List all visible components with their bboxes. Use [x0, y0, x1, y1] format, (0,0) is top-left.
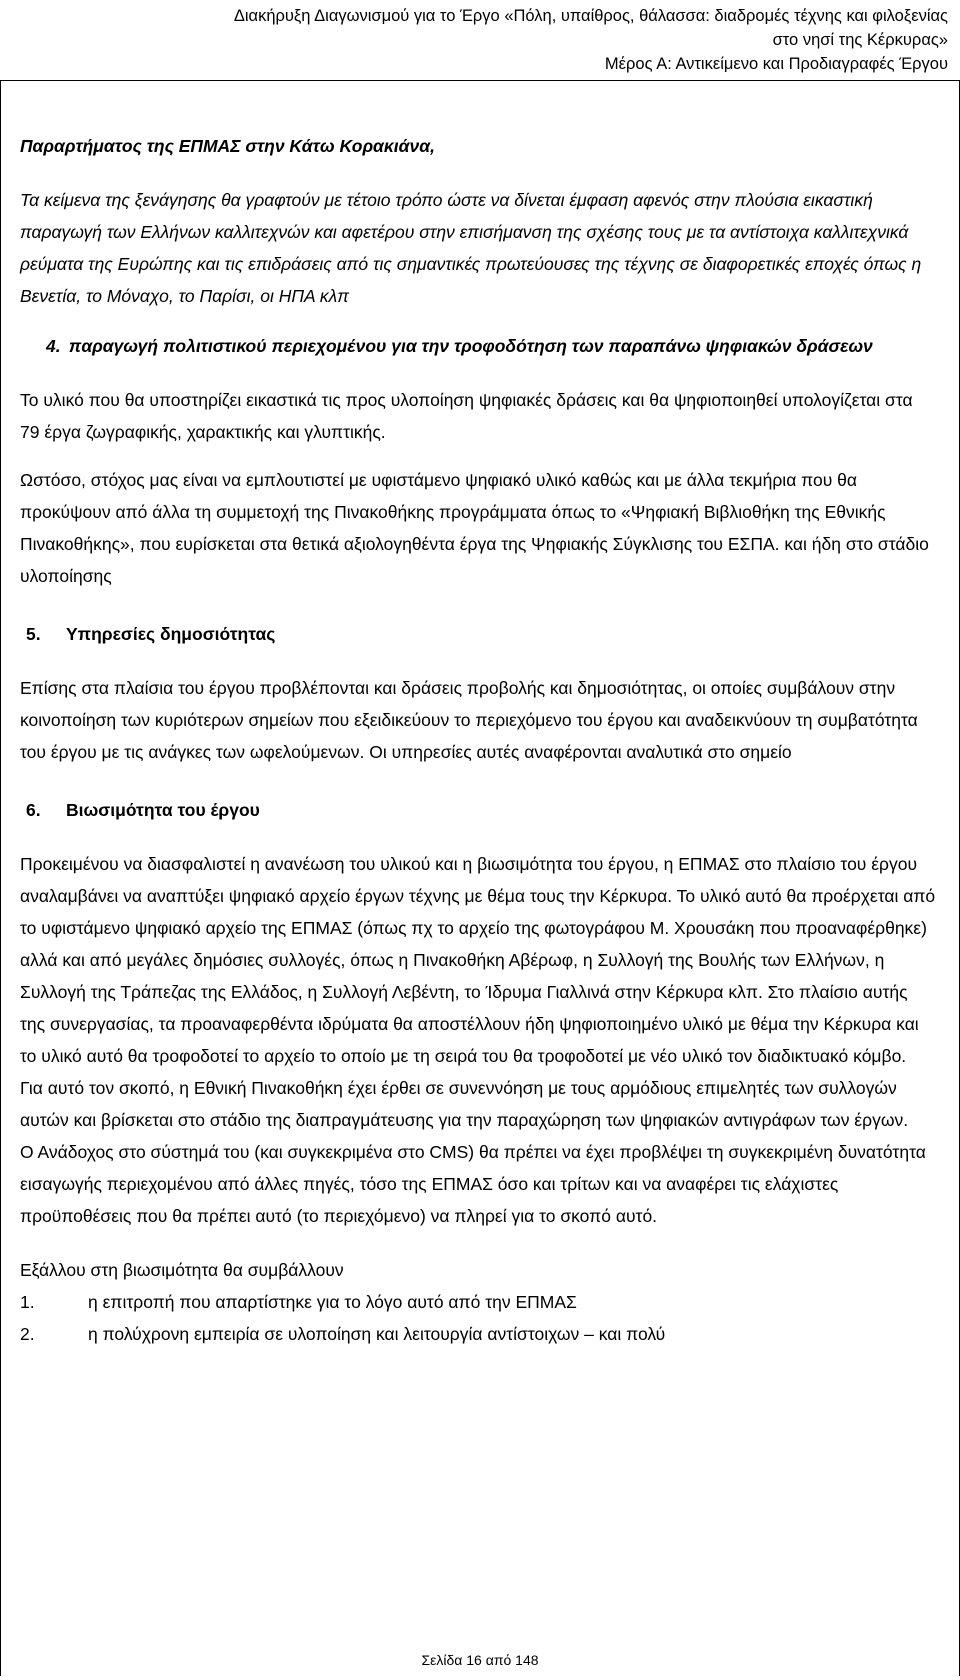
page-number: Σελίδα 16 από 148 [421, 1652, 539, 1668]
section-6-heading [20, 794, 936, 826]
header-line-3: Μέρος Α: Αντικείμενο και Προδιαγραφές Έργου [604, 55, 948, 73]
section-5-title: Υπηρεσίες δημοσιότητας [66, 624, 276, 644]
list-item [20, 1286, 936, 1318]
list-item-number: 2. [20, 1324, 35, 1344]
paragraph-publicity: Επίσης στα πλαίσια του έργου προβλέπονται και δράσεις προβολής και δημοσιότητας, οι οποίες συμβάλουν στην κοινοποίηση των κυριότερων σημείων που εξειδικεύουν το περιεχόμενο του έργου και αναδεικνύουν τη συμβατότητα του έργου με τις ανάγκες των ωφελούμενων. Οι υπηρεσίες αυτές αναφέρονται αναλυτικά στο σημείο [20, 678, 918, 762]
paragraph-sustainability: Προκειμένου να διασφαλιστεί η ανανέωση του υλικού και η βιωσιμότητα του έργου, η ΕΠΜΑΣ στο πλαίσιο του έργου αναλαμβάνει να αναπτύξει ψηφιακό αρχείο έργων τέχνης με θέμα τους την Κέρκυρα. Το υλικό αυτό θα προέρχεται από το υφιστάμενο ψηφιακό αρχείο της ΕΠΜΑΣ (όπως πχ το αρχείο της φωτογράφου Μ. Χρουσάκη που προαναφέρθηκε) αλλά και από μεγάλες δημόσιες συλλογές, όπως η Πινακοθήκη Αβέρωφ, η Συλλογή της Βουλής των Ελλήνων, η Συλλογή της Τράπεζας της Ελλάδος, η Συλλογή Λεβέντη, το Ίδρυμα Γιαλλινά στην Κέρκυρα κλπ. Στο πλαίσιο αυτής της συνεργασίας, τα προαναφερθέντα ιδρύματα θα αποστέλλουν ήδη ψηφιοποιημένο υλικό με θέμα την Κέρκυρα και το υλικό αυτό θα τροφοδοτεί το αρχείο το οποίο με τη σειρά του θα τροφοδοτεί με νέο υλικό τον διαδικτυακό κόμβο. [20, 854, 936, 1066]
paragraph-contributors-intro: Εξάλλου στη βιωσιμότητα θα συμβάλλουν [20, 1260, 344, 1280]
intro-paragraph: Τα κείμενα της ξενάγησης θα γραφτούν με τέτοιο τρόπο ώστε να δίνεται έμφαση αφενός στην πλούσια εικαστική παραγωγή των Ελλήνων καλλιτεχνών και αφετέρου στην επισήμανση της σχέσης τους με τα αντίστοιχα καλλιτεχνικά ρεύματα της Ευρώπης και τις επιδράσεις από τις σημαντικές πρωτεύουσες της τέχνης σε διαφορετικές εποχές όπως η Βενετία, το Μόναχο, το Παρίσι, οι ΗΠΑ κλπ [20, 190, 922, 306]
paragraph-purpose: Για αυτό τον σκοπό, η Εθνική Πινακοθήκη έχει έρθει σε συνεννόηση με τους αρμόδιους επιμελητές των συλλογών αυτών και βρίσκεται στο στάδιο της διαπραγμάτευσης για την παραχώρηση των ψηφιακών αντιγράφων των έργων. [20, 1078, 909, 1130]
section-5-heading [20, 618, 936, 650]
paragraph-contractor: Ο Ανάδοχος στο σύστημά του (και συγκεκριμένα στο CMS) θα πρέπει να έχει προβλέψει τη συγκεκριμένη δυνατότητα εισαγωγής περιεχομένου από άλλες πηγές, τόσο της ΕΠΜΑΣ όσο και τρίτων και να αναφέρει τις ελάχιστες προϋποθέσεις που θα πρέπει αυτό (το περιεχόμενο) να πληρεί για το σκοπό αυτό. [20, 1142, 926, 1226]
paragraph-material: Το υλικό που θα υποστηρίζει εικαστικά τις προς υλοποίηση ψηφιακές δράσεις και θα ψηφιοποιηθεί υπολογίζεται στα 79 έργα ζωγραφικής, χαρακτικής και γλυπτικής. [20, 390, 913, 442]
subsection-4-heading [20, 330, 936, 362]
header-line-2: στο νησί της Κέρκυρας» [772, 31, 948, 49]
section-6-number: 6. [26, 800, 41, 820]
intro-heading: Παραρτήματος της ΕΠΜΑΣ στην Κάτω Κορακιάνα, [20, 136, 435, 156]
paragraph-enrichment: Ωστόσο, στόχος μας είναι να εμπλουτιστεί με υφιστάμενο ψηφιακό υλικό καθώς και με άλλα τεκμήρια που θα προκύψουν από άλλα τη συμμετοχή της Πινακοθήκης προγράμματα όπως το «Ψηφιακή Βιβλιοθήκη της Εθνικής Πινακοθήκης», που ευρίσκεται στα θετικά αξιολογηθέντα έργα της Ψηφιακής Σύγκλισης του ΕΣΠΑ. και ήδη στο στάδιο υλοποίησης [20, 470, 929, 586]
list-item [20, 1318, 936, 1350]
list-item-text: η πολύχρονη εμπειρία σε υλοποίηση και λειτουργία αντίστοιχων – και πολύ [88, 1324, 666, 1344]
section-6-title: Βιωσιμότητα του έργου [66, 800, 260, 820]
header-line-1: Διακήρυξη Διαγωνισμού για το Έργο «Πόλη, υπαίθρος, θάλασσα: διαδρομές τέχνης και φιλοξενίας [233, 7, 948, 25]
section-5-number: 5. [26, 624, 41, 644]
list-item-number: 1. [20, 1292, 35, 1312]
contributors-list [20, 1286, 936, 1350]
page-header [48, 4, 948, 76]
document-body [20, 130, 936, 1350]
subsection-4-title: παραγωγή πολιτιστικού περιεχομένου για την τροφοδότηση των παραπάνω ψηφιακών δράσεων [68, 336, 873, 356]
list-item-text: η επιτροπή που απαρτίστηκε για το λόγο αυτό από την ΕΠΜΑΣ [88, 1292, 577, 1312]
subsection-4-number: 4. [46, 336, 61, 356]
